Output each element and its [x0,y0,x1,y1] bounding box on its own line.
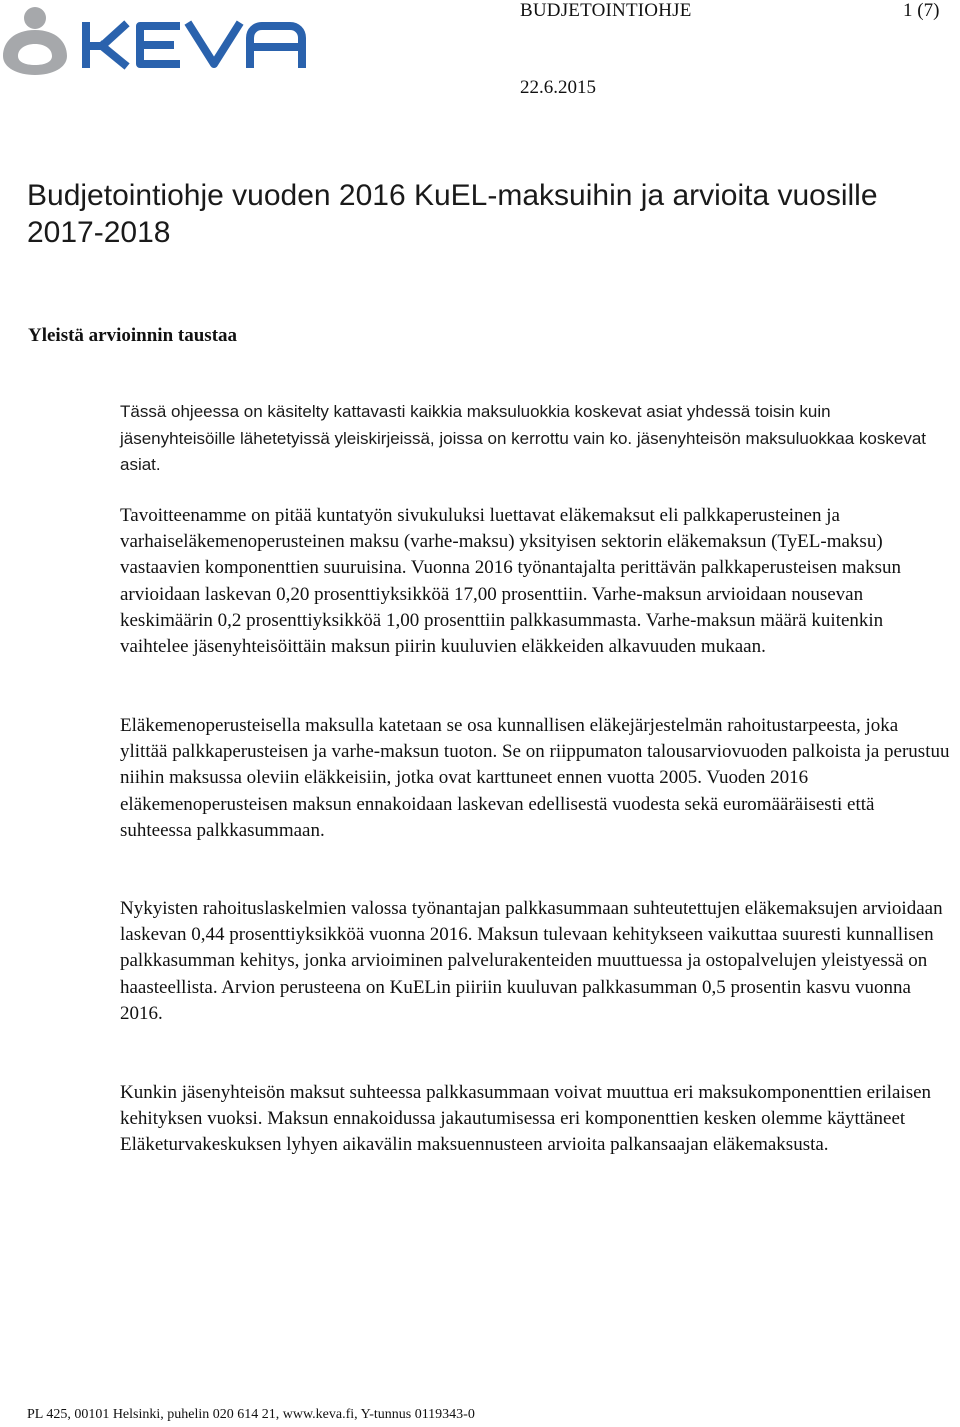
intro-paragraph: Tässä ohjeessa on käsitelty kattavasti kaikkia maksuluokkia koskevat asiat yhdessä toisin kuin jäsenyhteisöille lähetetyissä yleiskirjeissä, joissa on kerrottu vain ko. jäsenyhteisön maksuluokkaa koskevat asiat. [120,402,927,474]
document-title: Budjetointiohje vuoden 2016 KuEL-maksuihin ja arvioita vuosille 2017-2018 [27,179,878,249]
keva-logo [0,0,312,80]
page-indicator: 1 (7) [903,0,940,21]
section-heading: Yleistä arvioinnin taustaa [28,325,238,346]
body-paragraph: Tavoitteenamme on pitää kuntatyön sivukuluksi luettavat eläkemaksut eli palkkaperusteinen ja varhaiseläkemenoperusteinen maksu (varhe-maksu) yksityisen sektorin eläkemaksun (TyEL-maksu) vastaavien komponenttien suuruisina. Vuonna 2016 työnantajalta perittävän palkkaperusteisen maksun arvioidaan laskevan 0,20 prosenttiyksikköä 17,00 prosenttiin. Varhe-maksun arvioidaan nousevan keskimäärin 0,2 prosenttiyksikköä 1,00 prosenttiin palkkasummasta. Varhe-maksun määrä kuitenkin vaihtelee jäsenyhteisöittäin maksun piirin kuuluvien eläkkeiden alkavuuden mukaan. [120,505,902,658]
document-date: 22.6.2015 [520,77,596,98]
body-paragraph: Eläkemenoperusteisella maksulla katetaan se osa kunnallisen eläkejärjestelmän rahoitustarpeesta, joka ylittää palkkaperusteisen ja varhe-maksun tuoton. Se on riippumaton talousarviovuoden palkoista ja perustuu niihin maksussa oleviin eläkkeisiin, jotka ovat karttuneet ennen vuotta 2005. Vuoden 2016 eläkemenoperusteisen maksun ennakoidaan laskevan edellisestä vuodesta sekä euromääräisesti että suhteessa palkkasummaan. [120,715,950,841]
body-paragraph: Kunkin jäsenyhteisön maksut suhteessa palkkasummaan voivat muuttua eri maksukomponenttien erilaisen kehityksen vuoksi. Maksun ennakoidussa jakautumisessa eri komponenttien kesken olemme käyttäneet Eläketurvakeskuksen lyhyen aikavälin maksuennusteen arvioita palkansaajan eläkemaksusta. [120,1082,932,1156]
footer-contact: PL 425, 00101 Helsinki, puhelin 020 614 21, www.keva.fi, Y-tunnus 0119343-0 [27,1407,475,1422]
document-type-label: BUDJETOINTIOHJE [520,0,692,21]
body-paragraph: Nykyisten rahoituslaskelmien valossa työnantajan palkkasummaan suhteutettujen eläkemaksujen arvioidaan laskevan 0,44 prosenttiyksikköä vuonna 2016. Maksun tulevaan kehitykseen vaikuttaa suuresti kunnallisen palkkasumman kehitys, jonka arvioiminen palvelurakenteiden muuttuessa ja ostopalvelujen yleistyessä on haasteellista. Arvion perusteena on KuELin piiriin kuuluvan palkkasumman 0,5 prosentin kasvu vuonna 2016. [120,898,943,1024]
keva-emblem-icon [3,7,67,75]
keva-wordmark [86,26,302,64]
